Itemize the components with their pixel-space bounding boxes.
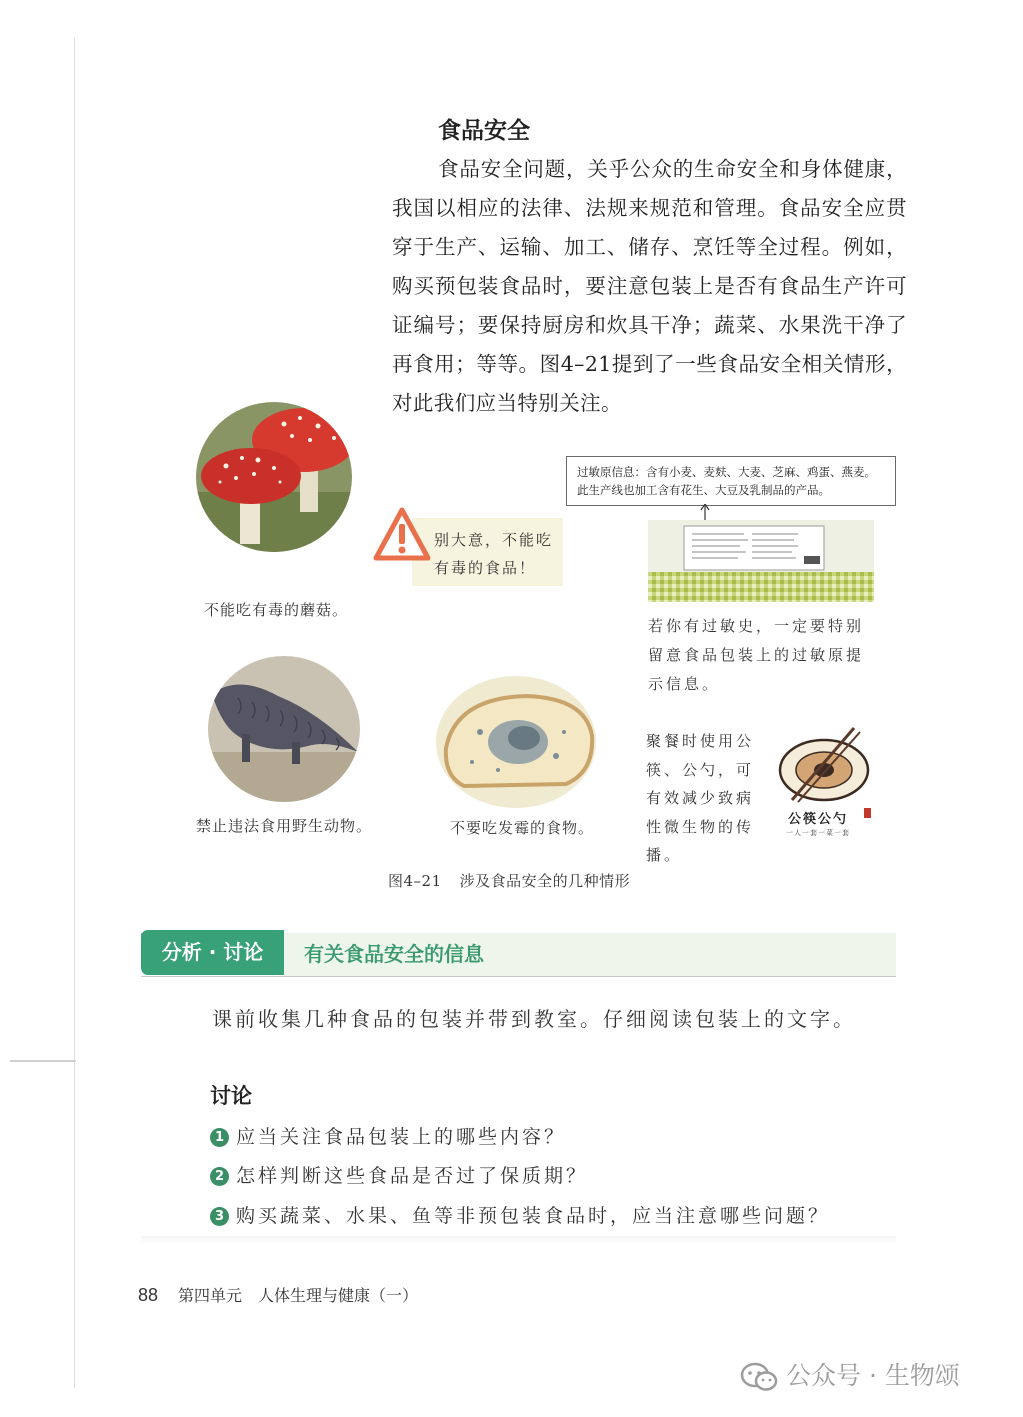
question-number-badge: 2 [210,1167,229,1186]
discussion-heading: 讨论 [210,1084,252,1108]
figure-caption [388,870,630,891]
warning-line-1: 别大意，不能吃 [434,531,554,549]
question-text: 怎样判断这些食品是否过了保质期？ [236,1165,589,1187]
allergen-info-box [566,456,896,506]
question-number-badge: 3 [210,1207,229,1226]
activity-title: 有关食品安全的信息 [284,933,896,976]
discussion-question [210,1122,566,1149]
mushroom-photo [196,402,352,552]
question-number-badge: 1 [210,1128,229,1147]
serving-chopsticks-illustration [776,724,876,837]
figure-number: 图4–21 [388,872,442,890]
question-text: 应当关注食品包装上的哪些内容？ [236,1126,567,1148]
food-package-photo [648,520,874,602]
page-footer [138,1283,418,1306]
wechat-icon [740,1362,778,1392]
page-binding-edge [74,38,75,1388]
footer-chapter: 人体生理与健康（一） [258,1286,419,1305]
page-number: 88 [138,1285,159,1305]
moldy-bread-photo [436,676,596,808]
allergen-line-2: 此生产线也加工含有花生、大豆及乳制品的产品。 [577,483,830,497]
activity-bottom-shade [141,1236,896,1244]
warning-callout [372,506,565,588]
warning-line-2: 有毒的食品！ [434,559,537,577]
watermark-text: 公众号 · 生物颂 [786,1361,960,1390]
discussion-question [210,1201,830,1228]
chopsticks-logo-text: 公筷公勺 [788,812,849,827]
figure-title: 涉及食品安全的几种情形 [459,872,631,890]
footer-unit: 第四单元 [178,1286,243,1305]
mushroom-caption: 不能吃有毒的蘑菇。 [204,601,349,619]
bread-caption: 不要吃发霉的食物。 [450,819,595,837]
activity-intro: 课前收集几种食品的包装并带到教室。仔细阅读包装上的文字。 [212,1007,856,1031]
activity-label: 分析 · 讨论 [141,930,284,975]
section-body-text: 食品安全问题，关乎公众的生命安全和身体健康，我国以相应的法律、法规来规范和管理。食品安全应贯穿于生产、运输、加工、储存、烹饪等全过程。例如，购买预包装食品时，要注意包装上是否有食品生产许可证编号；要保持厨房和炊具干净；蔬菜、水果洗干净了再食用；等等。图4–21提到了一些食品安全相关情形，对此我们应当特别关注。 [392,157,907,415]
watermark [740,1356,960,1392]
plate-chopsticks-icon [776,724,876,804]
chopsticks-slogan: 一人一套一菜一套 [786,829,850,837]
question-text: 购买蔬菜、水果、鱼等非预包装食品时，应当注意哪些问题？ [236,1205,831,1227]
warning-text [434,526,564,582]
chopsticks-caption: 聚餐时使用公筷、公勺，可有效减少致病性微生物的传播。 [646,732,755,864]
banner-bottom-rule [141,976,896,977]
pangolin-photo [208,656,360,802]
discussion-question [210,1161,588,1188]
pangolin-caption: 禁止违法食用野生动物。 [196,817,373,835]
allergen-line-1: 过敏原信息：含有小麦、麦麸、大麦、芝麻、鸡蛋、燕麦。 [577,465,876,479]
red-seal-icon [864,808,871,818]
section-heading: 食品安全 [438,118,530,144]
warning-triangle-icon [372,506,432,564]
page-edge-mark [10,1060,76,1062]
allergy-caption: 若你有过敏史，一定要特别留意食品包装上的过敏原提示信息。 [648,617,865,693]
